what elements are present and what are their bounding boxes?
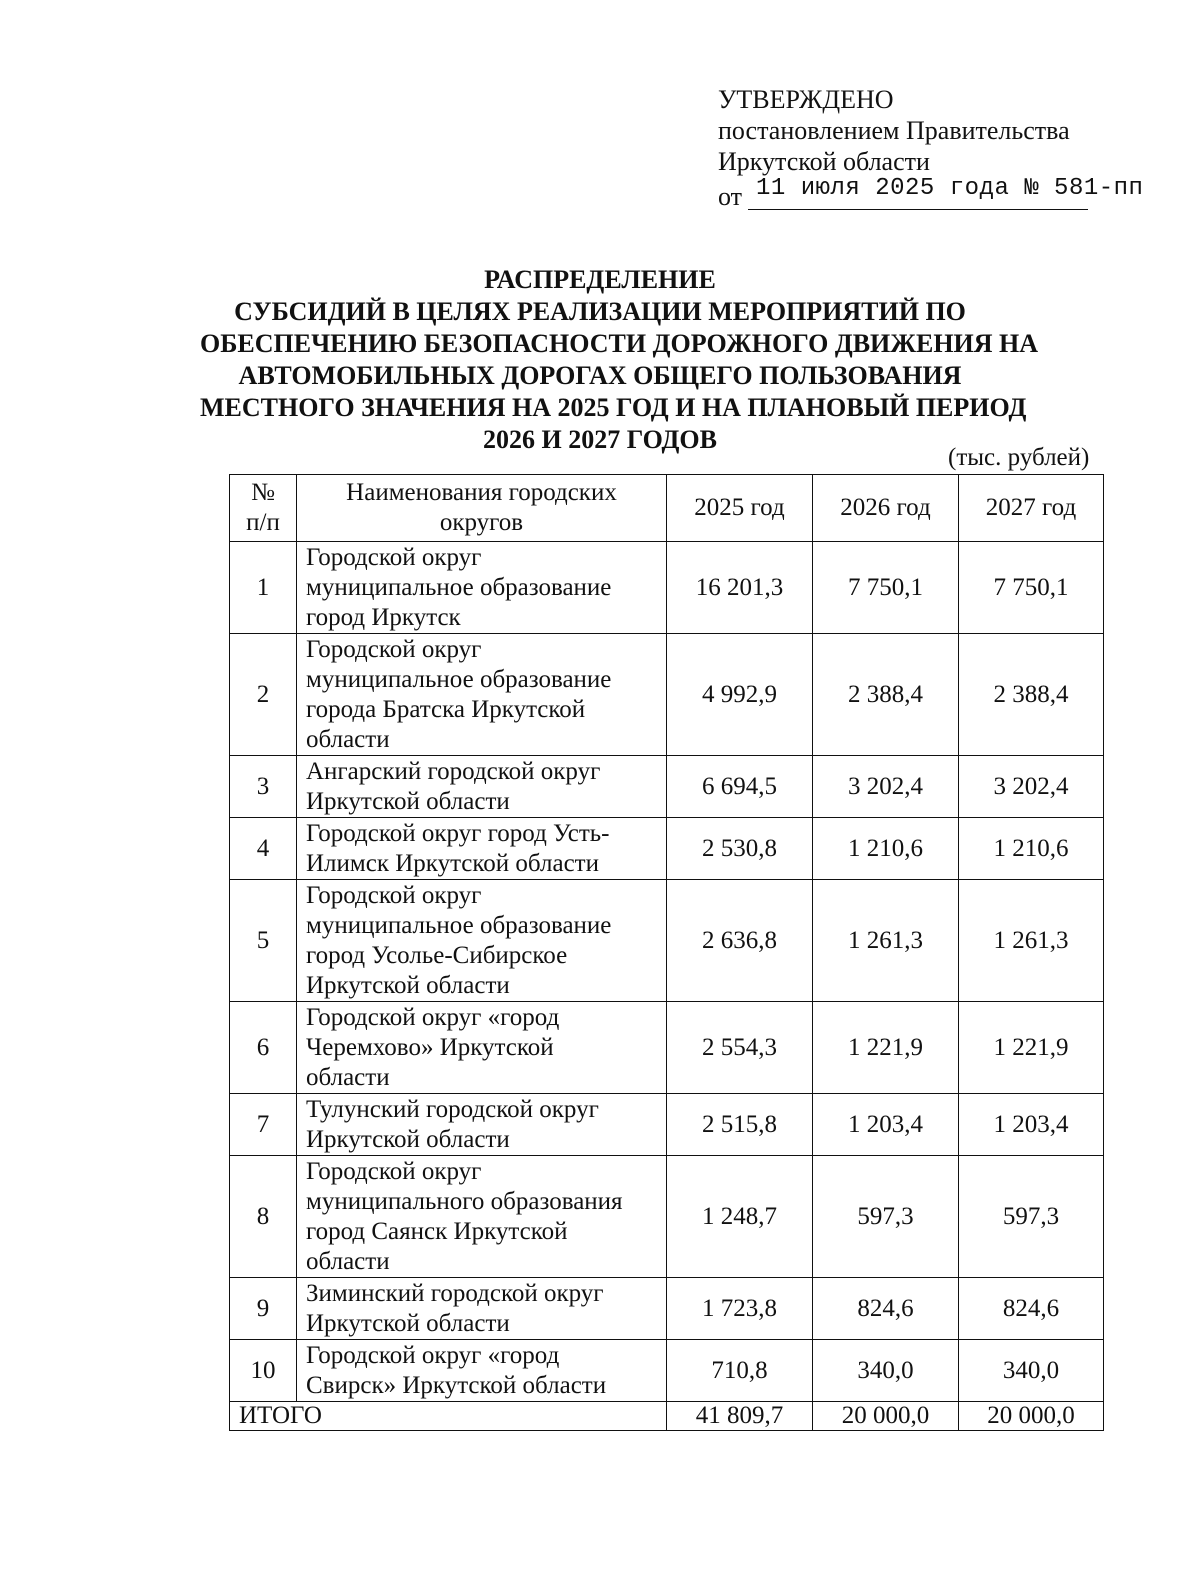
district-name-line: Свирск» Иркутской области [306,1371,607,1399]
value-2025: 16 201,3 [667,542,813,634]
table-row [230,542,1104,634]
total-row [230,1402,1104,1431]
title-line: РАСПРЕДЕЛЕНИЕ [484,265,716,294]
row-number: 1 [230,542,297,634]
title-line: АВТОМОБИЛЬНЫХ ДОРОГАХ ОБЩЕГО ПОЛЬЗОВАНИЯ [238,361,962,390]
total-2026: 20 000,0 [813,1402,959,1431]
table-row [230,1340,1104,1402]
value-2027: 597,3 [959,1156,1104,1278]
table-row [230,880,1104,1002]
header-name: Наименования городских округов [297,475,667,542]
district-name [297,634,667,756]
value-2026: 1 210,6 [813,818,959,880]
row-number: 9 [230,1278,297,1340]
district-name-line: Городской округ «город [306,1341,560,1369]
row-number: 3 [230,756,297,818]
row-number: 2 [230,634,297,756]
district-name-line: Иркутской области [306,787,510,815]
district-name-line: города Братска Иркутской [306,695,586,723]
district-name-line: Городской округ [306,1157,482,1185]
approval-stamp [718,84,1144,211]
value-2027: 824,6 [959,1278,1104,1340]
distribution-table [229,474,1104,1431]
district-name [297,1094,667,1156]
district-name-line: Тулунский городской округ [306,1095,599,1123]
value-2027: 3 202,4 [959,756,1104,818]
district-name-line: Иркутской области [306,1125,510,1153]
district-name-line: Зиминский городской округ [306,1279,604,1307]
value-2027: 1 261,3 [959,880,1104,1002]
district-name-line: муниципальное образование [306,911,612,939]
title-line: 2026 И 2027 ГОДОВ [483,425,717,454]
document-title [200,264,1039,456]
district-name-line: город Усолье-Сибирское [306,941,568,969]
value-2027: 340,0 [959,1340,1104,1402]
value-2025: 6 694,5 [667,756,813,818]
value-2025: 2 554,3 [667,1002,813,1094]
value-2025: 4 992,9 [667,634,813,756]
value-2026: 7 750,1 [813,542,959,634]
district-name-line: город Иркутск [306,603,461,631]
value-2027: 1 203,4 [959,1094,1104,1156]
district-name [297,756,667,818]
total-label: ИТОГО [230,1402,667,1431]
district-name-line: Ангарский городской округ [306,757,601,785]
district-name-line: Городской округ [306,543,482,571]
district-name-line: Илимск Иркутской области [306,849,599,877]
table-row [230,756,1104,818]
district-name-line: Иркутской области [306,971,510,999]
district-name-line: муниципальное образование [306,573,612,601]
district-name-line: Городской округ [306,881,482,909]
district-name [297,818,667,880]
row-number: 6 [230,1002,297,1094]
district-name [297,880,667,1002]
total-2025: 41 809,7 [667,1402,813,1431]
value-2025: 710,8 [667,1340,813,1402]
value-2026: 1 221,9 [813,1002,959,1094]
table-row [230,1156,1104,1278]
district-name-line: области [306,1247,390,1275]
district-name-line: Иркутской области [306,1309,510,1337]
title-line: МЕСТНОГО ЗНАЧЕНИЯ НА 2025 ГОД И НА ПЛАНОВЫЙ ПЕРИОД [200,393,1027,422]
district-name [297,1278,667,1340]
value-2027: 7 750,1 [959,542,1104,634]
district-name-line: области [306,725,390,753]
district-name-line: Городской округ «город [306,1003,560,1031]
district-name [297,542,667,634]
approval-date-line [718,175,1144,211]
approval-date-underline [748,209,1088,210]
table-header-row [230,475,1104,542]
total-2027: 20 000,0 [959,1402,1104,1431]
district-name-line: Городской округ [306,635,482,663]
district-name-line: муниципальное образование [306,665,612,693]
header-2025: 2025 год [667,475,813,542]
value-2025: 2 636,8 [667,880,813,1002]
value-2025: 2 530,8 [667,818,813,880]
row-number: 7 [230,1094,297,1156]
header-number: № п/п [230,475,297,542]
value-2026: 3 202,4 [813,756,959,818]
approval-date-prefix: от [718,182,743,211]
approval-status: УТВЕРЖДЕНО [718,85,894,114]
value-2026: 1 203,4 [813,1094,959,1156]
row-number: 4 [230,818,297,880]
table-row [230,1002,1104,1094]
value-2025: 1 248,7 [667,1156,813,1278]
table-row [230,1278,1104,1340]
value-2026: 2 388,4 [813,634,959,756]
value-2026: 340,0 [813,1340,959,1402]
value-2027: 1 221,9 [959,1002,1104,1094]
district-name-line: город Саянск Иркутской [306,1217,568,1245]
value-2026: 824,6 [813,1278,959,1340]
value-2026: 1 261,3 [813,880,959,1002]
district-name-line: Черемхово» Иркутской [306,1033,554,1061]
district-name-line: области [306,1063,390,1091]
title-line: СУБСИДИЙ В ЦЕЛЯХ РЕАЛИЗАЦИИ МЕРОПРИЯТИЙ ПО [234,297,966,326]
value-2027: 2 388,4 [959,634,1104,756]
approval-line-2: Иркутской области [718,147,930,176]
district-name [297,1156,667,1278]
district-name-line: муниципального образования [306,1187,623,1215]
district-name [297,1002,667,1094]
table-row [230,818,1104,880]
table-row [230,1094,1104,1156]
row-number: 10 [230,1340,297,1402]
approval-line-1: постановлением Правительства [718,116,1070,145]
district-name [297,1340,667,1402]
row-number: 8 [230,1156,297,1278]
units-label: (тыс. рублей) [948,444,1090,471]
row-number: 5 [230,880,297,1002]
value-2027: 1 210,6 [959,818,1104,880]
approval-date: 11 июля 2025 года № 581-пп [756,175,1144,202]
title-line: ОБЕСПЕЧЕНИЮ БЕЗОПАСНОСТИ ДОРОЖНОГО ДВИЖЕНИЯ НА [200,329,1039,358]
value-2025: 2 515,8 [667,1094,813,1156]
header-2027: 2027 год [959,475,1104,542]
district-name-line: Городской округ город Усть- [306,819,610,847]
value-2025: 1 723,8 [667,1278,813,1340]
table-row [230,634,1104,756]
header-2026: 2026 год [813,475,959,542]
value-2026: 597,3 [813,1156,959,1278]
